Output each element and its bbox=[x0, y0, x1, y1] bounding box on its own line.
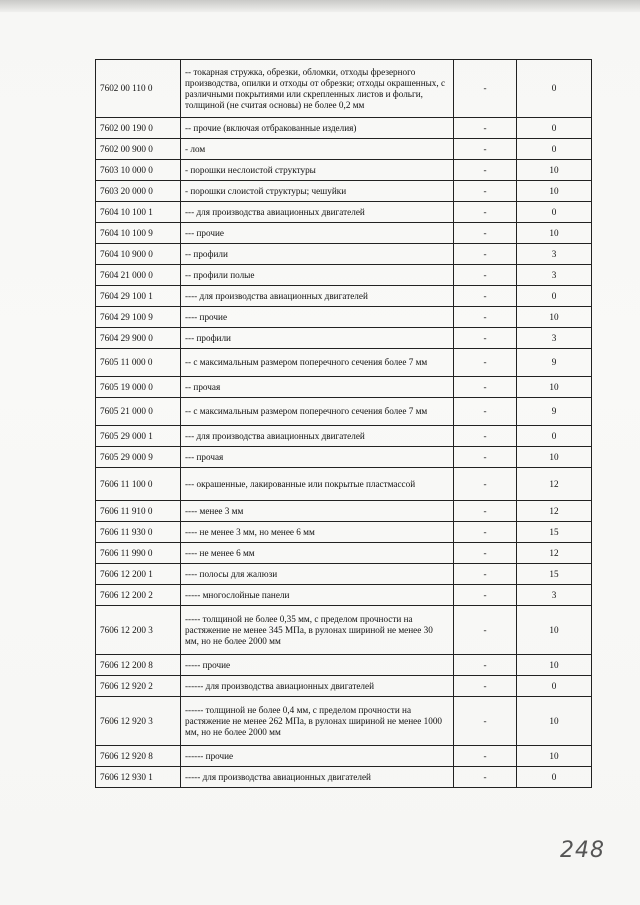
unit-cell: - bbox=[454, 468, 517, 501]
tariff-code-cell: 7606 12 200 1 bbox=[96, 564, 181, 585]
tariff-code-cell: 7603 10 000 0 bbox=[96, 160, 181, 181]
unit-cell: - bbox=[454, 543, 517, 564]
unit-cell: - bbox=[454, 606, 517, 655]
tariff-code-cell: 7604 10 900 0 bbox=[96, 244, 181, 265]
scan-edge-shadow bbox=[0, 0, 640, 12]
table-row bbox=[96, 676, 592, 697]
table-row bbox=[96, 307, 592, 328]
unit-cell: - bbox=[454, 746, 517, 767]
duty-rate-cell: 10 bbox=[517, 181, 592, 202]
description-cell: --- для производства авиационных двигателей bbox=[181, 202, 454, 223]
duty-rate-cell: 10 bbox=[517, 655, 592, 676]
description-cell: ----- прочие bbox=[181, 655, 454, 676]
duty-rate-cell: 15 bbox=[517, 564, 592, 585]
table-row bbox=[96, 223, 592, 244]
description-cell: ---- прочие bbox=[181, 307, 454, 328]
duty-rate-cell: 12 bbox=[517, 468, 592, 501]
duty-rate-cell: 9 bbox=[517, 398, 592, 426]
unit-cell: - bbox=[454, 655, 517, 676]
tariff-code-cell: 7605 29 000 1 bbox=[96, 426, 181, 447]
tariff-code-cell: 7604 29 100 9 bbox=[96, 307, 181, 328]
tariff-code-cell: 7606 12 200 2 bbox=[96, 585, 181, 606]
duty-rate-cell: 0 bbox=[517, 676, 592, 697]
unit-cell: - bbox=[454, 244, 517, 265]
duty-rate-cell: 10 bbox=[517, 223, 592, 244]
table-row bbox=[96, 697, 592, 746]
description-cell: ---- менее 3 мм bbox=[181, 501, 454, 522]
description-cell: -- прочие (включая отбракованные изделия) bbox=[181, 118, 454, 139]
tariff-code-cell: 7602 00 900 0 bbox=[96, 139, 181, 160]
table-row bbox=[96, 426, 592, 447]
duty-rate-cell: 10 bbox=[517, 606, 592, 655]
tariff-code-cell: 7606 11 930 0 bbox=[96, 522, 181, 543]
tariff-code-cell: 7604 10 100 1 bbox=[96, 202, 181, 223]
description-cell: --- прочие bbox=[181, 223, 454, 244]
unit-cell: - bbox=[454, 697, 517, 746]
description-cell: ---- полосы для жалюзи bbox=[181, 564, 454, 585]
duty-rate-cell: 10 bbox=[517, 160, 592, 181]
table-row bbox=[96, 328, 592, 349]
duty-rate-cell: 0 bbox=[517, 139, 592, 160]
table-row bbox=[96, 543, 592, 564]
unit-cell: - bbox=[454, 585, 517, 606]
tariff-code-cell: 7606 12 200 8 bbox=[96, 655, 181, 676]
table-row bbox=[96, 286, 592, 307]
table-row bbox=[96, 447, 592, 468]
description-cell: ---- не менее 6 мм bbox=[181, 543, 454, 564]
tariff-code-cell: 7606 11 100 0 bbox=[96, 468, 181, 501]
tariff-code-cell: 7606 12 920 2 bbox=[96, 676, 181, 697]
tariff-code-cell: 7605 11 000 0 bbox=[96, 349, 181, 377]
tariff-code-cell: 7606 11 990 0 bbox=[96, 543, 181, 564]
unit-cell: - bbox=[454, 202, 517, 223]
duty-rate-cell: 12 bbox=[517, 543, 592, 564]
unit-cell: - bbox=[454, 181, 517, 202]
duty-rate-cell: 10 bbox=[517, 377, 592, 398]
description-cell: ----- толщиной не более 0,35 мм, с пределом прочности на растяжение не менее 345 МПа, в рулонах шириной не менее 30 мм, но не более 2000 мм bbox=[181, 606, 454, 655]
unit-cell: - bbox=[454, 767, 517, 788]
duty-rate-cell: 3 bbox=[517, 244, 592, 265]
table-row bbox=[96, 181, 592, 202]
duty-rate-cell: 0 bbox=[517, 426, 592, 447]
duty-rate-cell: 3 bbox=[517, 265, 592, 286]
table-row bbox=[96, 522, 592, 543]
tariff-code-cell: 7604 10 100 9 bbox=[96, 223, 181, 244]
tariff-code-cell: 7605 19 000 0 bbox=[96, 377, 181, 398]
tariff-code-cell: 7605 29 000 9 bbox=[96, 447, 181, 468]
table-row bbox=[96, 265, 592, 286]
tariff-code-cell: 7606 12 920 8 bbox=[96, 746, 181, 767]
table-row bbox=[96, 139, 592, 160]
unit-cell: - bbox=[454, 118, 517, 139]
table-row bbox=[96, 468, 592, 501]
table-row bbox=[96, 655, 592, 676]
description-cell: ---- не менее 3 мм, но менее 6 мм bbox=[181, 522, 454, 543]
table-row bbox=[96, 202, 592, 223]
tariff-code-cell: 7605 21 000 0 bbox=[96, 398, 181, 426]
description-cell: ------ прочие bbox=[181, 746, 454, 767]
tariff-code-cell: 7603 20 000 0 bbox=[96, 181, 181, 202]
description-cell: --- для производства авиационных двигателей bbox=[181, 426, 454, 447]
unit-cell: - bbox=[454, 447, 517, 468]
tariff-code-cell: 7604 29 900 0 bbox=[96, 328, 181, 349]
description-cell: ----- многослойные панели bbox=[181, 585, 454, 606]
description-cell: -- с максимальным размером поперечного сечения более 7 мм bbox=[181, 398, 454, 426]
table-row bbox=[96, 377, 592, 398]
duty-rate-cell: 0 bbox=[517, 202, 592, 223]
duty-rate-cell: 9 bbox=[517, 349, 592, 377]
duty-rate-cell: 0 bbox=[517, 286, 592, 307]
duty-rate-cell: 3 bbox=[517, 328, 592, 349]
duty-rate-cell: 3 bbox=[517, 585, 592, 606]
description-cell: -- прочая bbox=[181, 377, 454, 398]
unit-cell: - bbox=[454, 307, 517, 328]
unit-cell: - bbox=[454, 286, 517, 307]
tariff-code-cell: 7606 12 200 3 bbox=[96, 606, 181, 655]
duty-rate-cell: 0 bbox=[517, 118, 592, 139]
tariff-code-cell: 7604 29 100 1 bbox=[96, 286, 181, 307]
duty-rate-cell: 10 bbox=[517, 307, 592, 328]
tariff-table bbox=[95, 59, 592, 788]
tariff-code-cell: 7602 00 190 0 bbox=[96, 118, 181, 139]
unit-cell: - bbox=[454, 426, 517, 447]
tariff-table-body bbox=[96, 60, 592, 788]
description-cell: ---- для производства авиационных двигателей bbox=[181, 286, 454, 307]
description-cell: --- профили bbox=[181, 328, 454, 349]
tariff-code-cell: 7604 21 000 0 bbox=[96, 265, 181, 286]
unit-cell: - bbox=[454, 160, 517, 181]
duty-rate-cell: 10 bbox=[517, 447, 592, 468]
tariff-code-cell: 7606 12 930 1 bbox=[96, 767, 181, 788]
tariff-code-cell: 7606 12 920 3 bbox=[96, 697, 181, 746]
unit-cell: - bbox=[454, 564, 517, 585]
description-cell: ------ толщиной не более 0,4 мм, с пределом прочности на растяжение не менее 262 МПа, в рулонах шириной не менее 1000 мм, но не более 2000 мм bbox=[181, 697, 454, 746]
duty-rate-cell: 0 bbox=[517, 60, 592, 118]
unit-cell: - bbox=[454, 139, 517, 160]
table-row bbox=[96, 746, 592, 767]
description-cell: -- профили полые bbox=[181, 265, 454, 286]
description-cell: ----- для производства авиационных двигателей bbox=[181, 767, 454, 788]
description-cell: --- прочая bbox=[181, 447, 454, 468]
table-row bbox=[96, 244, 592, 265]
description-cell: -- профили bbox=[181, 244, 454, 265]
description-cell: --- окрашенные, лакированные или покрытые пластмассой bbox=[181, 468, 454, 501]
table-row bbox=[96, 60, 592, 118]
unit-cell: - bbox=[454, 377, 517, 398]
unit-cell: - bbox=[454, 676, 517, 697]
duty-rate-cell: 10 bbox=[517, 746, 592, 767]
table-row bbox=[96, 606, 592, 655]
table-row bbox=[96, 118, 592, 139]
unit-cell: - bbox=[454, 60, 517, 118]
unit-cell: - bbox=[454, 398, 517, 426]
unit-cell: - bbox=[454, 349, 517, 377]
table-row bbox=[96, 398, 592, 426]
description-cell: - лом bbox=[181, 139, 454, 160]
description-cell: - порошки слоистой структуры; чешуйки bbox=[181, 181, 454, 202]
unit-cell: - bbox=[454, 501, 517, 522]
description-cell: -- с максимальным размером поперечного сечения более 7 мм bbox=[181, 349, 454, 377]
description-cell: ------ для производства авиационных двигателей bbox=[181, 676, 454, 697]
description-cell: - порошки неслоистой структуры bbox=[181, 160, 454, 181]
table-row bbox=[96, 564, 592, 585]
unit-cell: - bbox=[454, 223, 517, 244]
duty-rate-cell: 0 bbox=[517, 767, 592, 788]
duty-rate-cell: 10 bbox=[517, 697, 592, 746]
duty-rate-cell: 12 bbox=[517, 501, 592, 522]
tariff-code-cell: 7602 00 110 0 bbox=[96, 60, 181, 118]
table-row bbox=[96, 585, 592, 606]
unit-cell: - bbox=[454, 328, 517, 349]
table-row bbox=[96, 349, 592, 377]
description-cell: -- токарная стружка, обрезки, обломки, отходы фрезерного производства, опилки и отходы от обрезки; отходы окрашенных, с различными покрытиями или скрепленных листов и фольги, толщиной (не считая основы) не более 0,2 мм bbox=[181, 60, 454, 118]
duty-rate-cell: 15 bbox=[517, 522, 592, 543]
unit-cell: - bbox=[454, 265, 517, 286]
table-row bbox=[96, 160, 592, 181]
table-row bbox=[96, 501, 592, 522]
table-row bbox=[96, 767, 592, 788]
unit-cell: - bbox=[454, 522, 517, 543]
tariff-code-cell: 7606 11 910 0 bbox=[96, 501, 181, 522]
handwritten-page-number: 248 bbox=[560, 838, 605, 863]
